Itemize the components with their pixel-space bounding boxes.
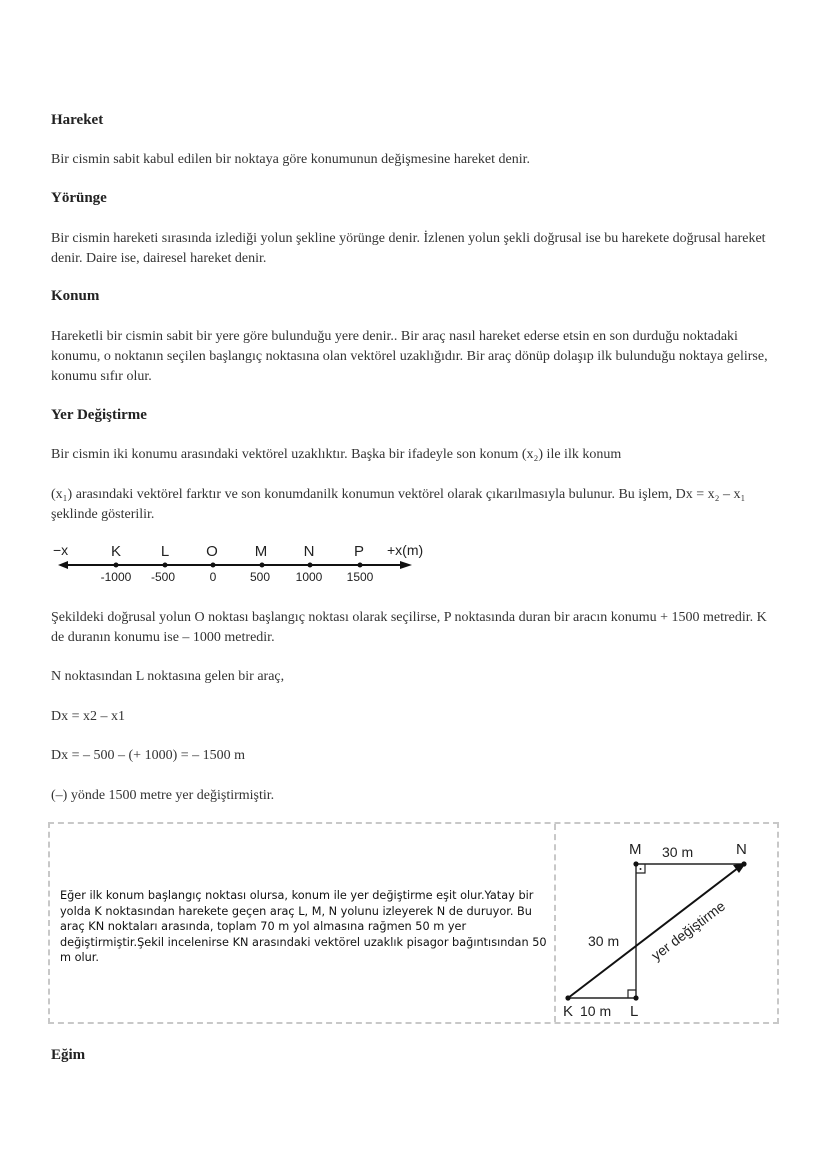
- label-displacement: yer değiştirme: [648, 897, 729, 964]
- svg-text:L: L: [160, 543, 170, 560]
- label-mn-length: 30 m: [662, 844, 694, 860]
- svg-text:500: 500: [249, 570, 271, 584]
- displacement-triangle-figure: [558, 828, 776, 1020]
- svg-text:M: M: [254, 543, 268, 560]
- formula-dx-definition: Dx = x2 – x1: [51, 709, 126, 724]
- point-L: [151, 543, 175, 584]
- paragraph-yer-degistirme-1: Bir cismin iki konumu arasındaki vektörel uzaklıktır. Başka bir ifadeyle son konum (x₂) ile ilk konum: [51, 447, 622, 462]
- paragraph-hareket: Bir cismin sabit kabul edilen bir noktaya göre konumunun değişmesine hareket denir.: [51, 152, 531, 167]
- label-l: L: [630, 1003, 639, 1020]
- svg-text:O: O: [206, 543, 218, 560]
- label-kl-length: 10 m: [580, 1003, 612, 1019]
- label-k: K: [563, 1003, 574, 1020]
- svg-text:0: 0: [209, 570, 217, 584]
- svg-text:1000: 1000: [295, 570, 323, 584]
- label-lm-length: 30 m: [588, 933, 620, 949]
- heading-yorunge: Yörünge: [51, 190, 107, 206]
- label-n: N: [736, 841, 747, 858]
- svg-text:P: P: [353, 543, 365, 560]
- heading-egim: Eğim: [51, 1047, 86, 1063]
- paragraph-displacement-result: (–) yönde 1500 metre yer değiştirmiştir.: [51, 788, 275, 803]
- formula-dx-result: Dx = – 500 – (+ 1000) = – 1500 m: [51, 748, 246, 763]
- svg-text:-500: -500: [150, 570, 176, 584]
- arrow-right-icon: [400, 561, 412, 569]
- paragraph-n-to-l: N noktasından L noktasına gelen bir araç,: [51, 669, 285, 684]
- arrow-left-icon: [58, 561, 68, 569]
- paragraph-konum: Hareketli bir cismin sabit bir yere göre bulunduğu yere denir.. Bir araç nasıl hareket ederse etsin en son durduğu noktadaki konumu, o noktanın seçilen başlangıç noktasına olan vektörel uzaklığıdır. Bir araç dönüp dolaşıp ilk bulunduğu noktaya gelirse, konumu sıfır olur.: [51, 329, 768, 384]
- svg-text:1500: 1500: [346, 570, 374, 584]
- point-M: [250, 543, 270, 584]
- point-N: [296, 543, 323, 584]
- info-box-text: Eğer ilk konum başlangıç noktası olursa, konum ile yer değiştirme eşit olur.Yatay bir yolda K noktasından harekete geçen araç L, M, N yolunu izleyerek N de duruyor. Bu araç KN noktaları arasında, toplam 70 m yol almasına rağmen 50 m yer değiştirmiştir.Şekil incelenirse KN arasındaki vektörel uzaklık pisagor bağıntısından 50 m olur.: [60, 889, 547, 964]
- label-m: M: [629, 841, 642, 858]
- point-O: [206, 543, 218, 584]
- point-P: [347, 543, 374, 584]
- info-box-divider: [554, 824, 556, 1022]
- plus-x-label: +x(m): [387, 542, 424, 558]
- paragraph-konum-example: Şekildeki doğrusal yolun O noktası başlangıç noktası olarak seçilirse, P noktasında duran bir aracın konumu + 1500 metredir. K de duranın konumu ise – 1000 metredir.: [51, 610, 767, 645]
- info-box: [48, 822, 779, 1024]
- heading-konum: Konum: [51, 288, 100, 304]
- svg-text:K: K: [110, 543, 122, 560]
- paragraph-yorunge: Bir cismin hareketi sırasında izlediği yolun şekline yörünge denir. İzlenen yolun şekli doğrusal ise bu harekete doğrusal hareket denir. Daire ise, dairesel hareket denir.: [51, 231, 766, 266]
- heading-hareket: Hareket: [51, 112, 104, 128]
- svg-text:-1000: -1000: [100, 570, 132, 584]
- paragraph-yer-degistirme-2: (x₁) arasındaki vektörel farktır ve son konumdanilk konumun vektörel olarak çıkarılmasıyla bulunur. Bu işlem, Dx = x₂ – x₁ şeklinde gösterilir.: [51, 487, 746, 522]
- point-K: [101, 543, 132, 584]
- number-line-figure: [50, 538, 450, 590]
- svg-text:N: N: [303, 543, 315, 560]
- minus-x-label: −x: [53, 542, 69, 558]
- heading-yer-degistirme: Yer Değiştirme: [51, 407, 147, 423]
